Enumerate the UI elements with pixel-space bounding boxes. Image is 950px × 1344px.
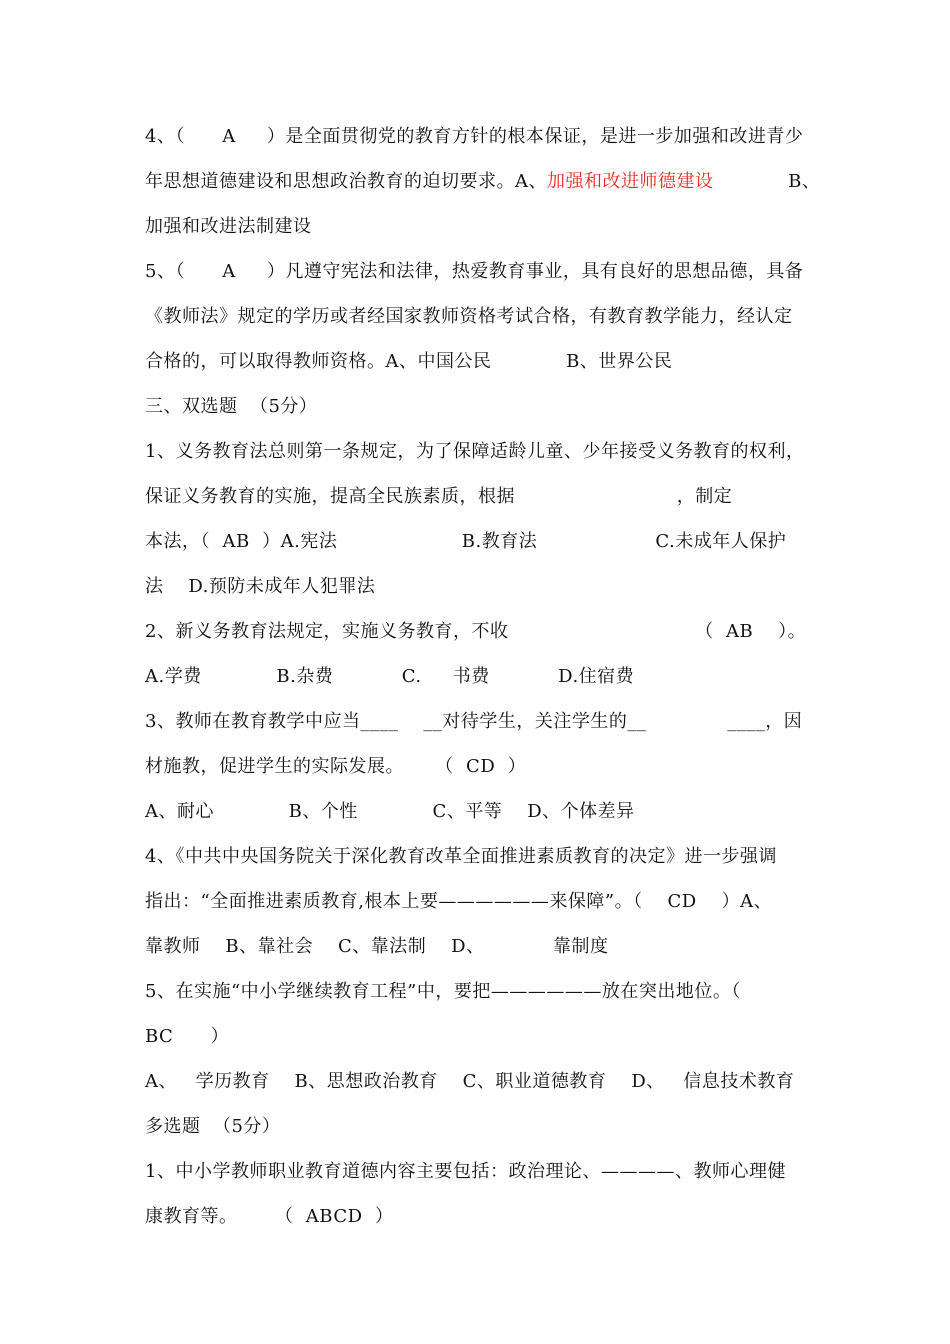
q4-line-2-prefix: 年思想道德建设和思想政治教育的迫切要求。A、 — [145, 171, 547, 192]
section-3-title: 三、双选题 （5分） — [145, 396, 318, 417]
d2-line-2: A.学费 B.杂费 C. 书费 D.住宿费 — [145, 666, 635, 687]
d5-line-2: BC ） — [145, 1026, 230, 1047]
q4-line-3: 加强和改进法制建设 — [145, 216, 312, 237]
d5-line-3: A、 学历教育 B、思想政治教育 C、职业道德教育 D、 信息技术教育 — [145, 1071, 795, 1092]
d1-line-4: 法 D.预防未成年人犯罪法 — [145, 576, 376, 597]
q4-answer-highlight: 加强和改进师德建设 — [547, 171, 714, 192]
q5-line-3: 合格的，可以取得教师资格。A、中国公民 B、世界公民 — [145, 351, 673, 372]
d2-line-1: 2、新义务教育法规定，实施义务教育，不收 （ AB ）。 — [145, 621, 807, 642]
d4-line-2: 指出：“全面推进素质教育,根本上要——————来保障”。（ CD ）A、 — [145, 891, 773, 912]
d3-line-1: 3、教师在教育教学中应当____ __对待学生，关注学生的__ ____，因 — [145, 711, 803, 732]
d1-line-1: 1、义务教育法总则第一条规定，为了保障适龄儿童、少年接受义务教育的权利， — [145, 441, 805, 462]
d3-line-2: 材施教，促进学生的实际发展。 （ CD ） — [145, 756, 527, 777]
q5-line-1: 5、（ A ）凡遵守宪法和法律，热爱教育事业，具有良好的思想品德，具备 — [145, 261, 804, 282]
m1-line-1: 1、中小学教师职业教育道德内容主要包括：政治理论、————、教师心理健 — [145, 1161, 786, 1182]
q4-line-1: 4、（ A ）是全面贯彻党的教育方针的根本保证，是进一步加强和改进青少 — [145, 126, 804, 147]
multi-choice-title: 多选题 （5分） — [145, 1116, 281, 1137]
d3-line-3: A、耐心 B、个性 C、平等 D、个体差异 — [145, 801, 635, 822]
d1-line-3: 本法，（ AB ）A.宪法 B.教育法 C.未成年人保护 — [145, 531, 787, 552]
q5-line-2: 《教师法》规定的学历或者经国家教师资格考试合格，有教育教学能力，经认定 — [145, 306, 793, 327]
m1-line-2: 康教育等。 （ ABCD ） — [145, 1206, 394, 1227]
d4-line-3: 靠教师 B、靠社会 C、靠法制 D、 靠制度 — [145, 936, 609, 957]
d1-line-2: 保证义务教育的实施，提高全民族素质，根据 ，制定 — [145, 486, 733, 507]
q4-line-2 — [145, 170, 820, 194]
q4-line-2-suffix: B、 — [713, 171, 821, 192]
d5-line-1: 5、在实施“中小学继续教育工程”中，要把——————放在突出地位。（ — [145, 981, 741, 1002]
d4-line-1: 4、《中共中央国务院关于深化教育改革全面推进素质教育的决定》进一步强调 — [145, 846, 777, 867]
